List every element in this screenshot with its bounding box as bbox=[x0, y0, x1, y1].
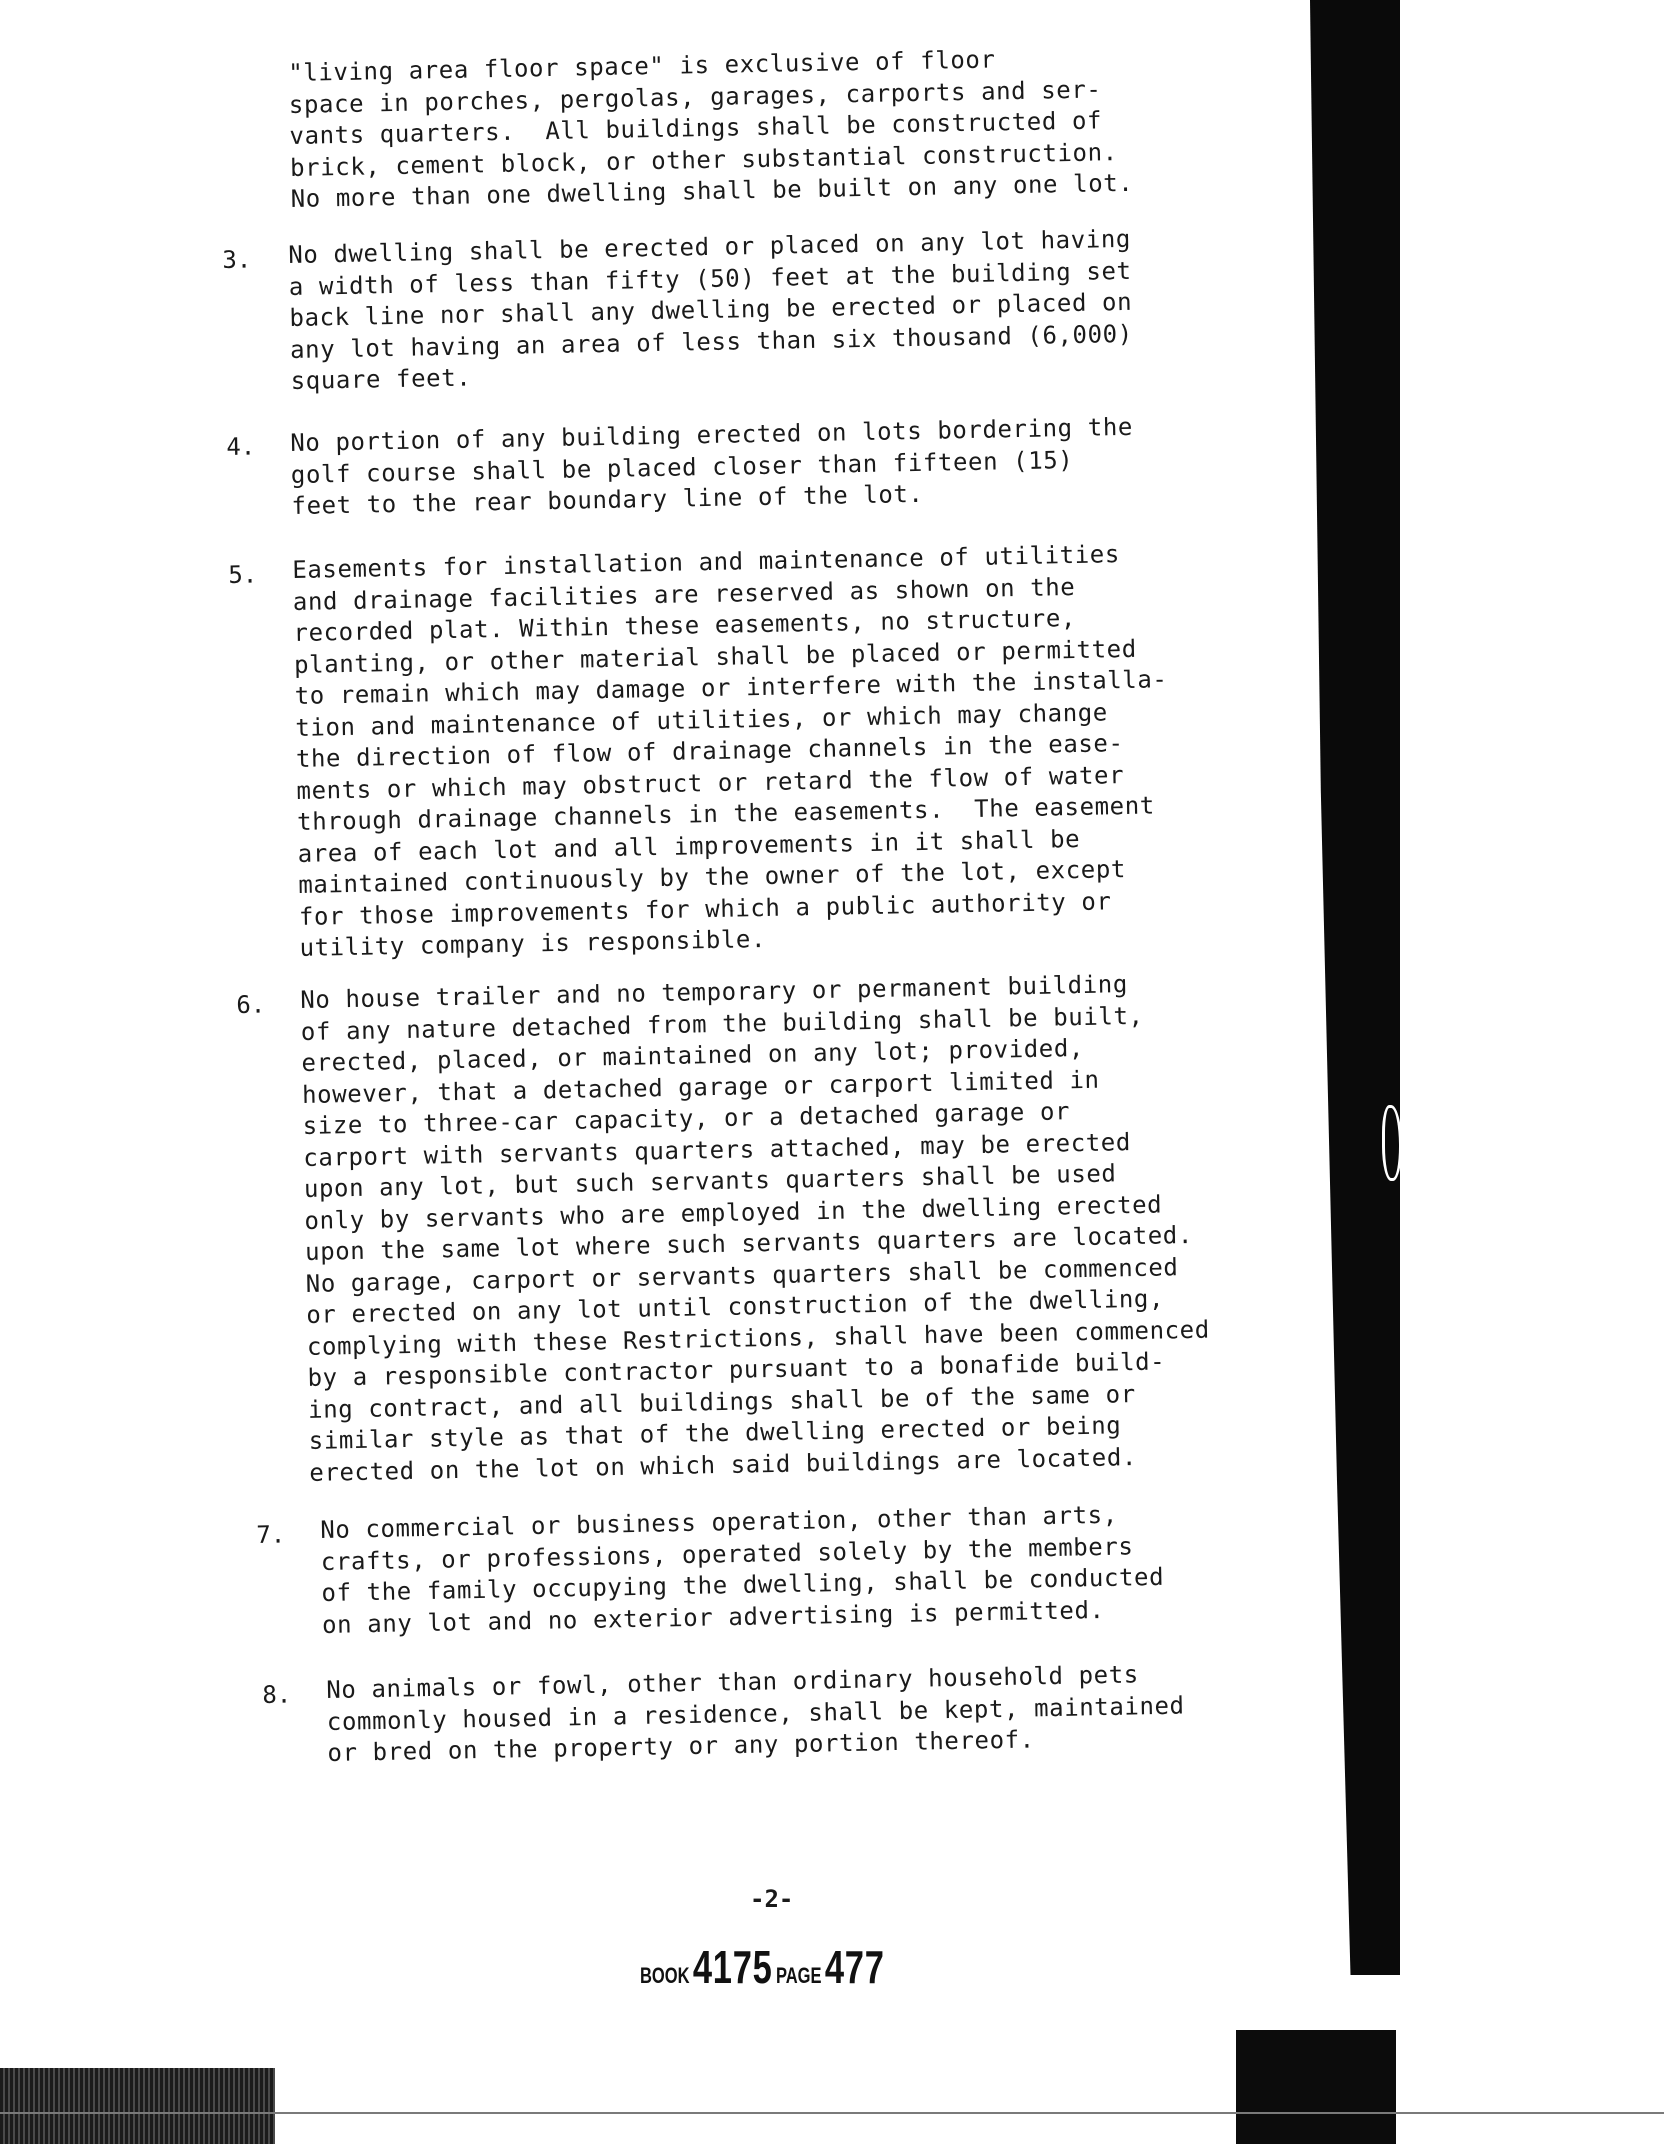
item-text-7: No commercial or business operation, other than arts, crafts, or professions, operated solely by the members of the family occupying the dwelling, shall be conducted on any lot and no exterior advertising is permitted. bbox=[320, 1500, 1165, 1639]
item-text-4: No portion of any building erected on lots bordering the golf course shall be placed closer than fifteen (15) feet to the rear boundary line of the lot. bbox=[290, 412, 1134, 520]
item-number-8: 8. bbox=[262, 1680, 292, 1709]
book-label: BOOK bbox=[640, 1963, 690, 1988]
scan-corner-shadow bbox=[1236, 2030, 1396, 2144]
page-label: PAGE bbox=[775, 1963, 822, 1988]
intro-paragraph: "living area floor space" is exclusive of floor space in porches, pergolas, garages, carports and ser- vants quarters. All buildings shall be constructed of brick, cement block, or other substantial construction. No more than one dwelling shall be built on any one lot. bbox=[288, 45, 1134, 213]
book-number: 4175 bbox=[692, 1941, 773, 1993]
book-page-stamp bbox=[640, 1940, 885, 1994]
item-text-3: No dwelling shall be erected or placed on any lot having a width of less than fifty (50) feet at the building set back line nor shall any dwelling be erected or placed on any lot having an area of less than six thousand (6,000) square feet. bbox=[288, 224, 1133, 395]
item-number-5: 5. bbox=[228, 560, 258, 589]
item-number-6: 6. bbox=[236, 990, 266, 1019]
item-number-4: 4. bbox=[226, 432, 256, 461]
binding-shadow bbox=[1310, 0, 1400, 1975]
item-number-3: 3. bbox=[222, 245, 252, 274]
scan-bottom-line bbox=[0, 2112, 1664, 2114]
item-number-7: 7. bbox=[256, 1520, 286, 1549]
scan-edge-noise bbox=[0, 2068, 275, 2144]
page-number: -2- bbox=[750, 1885, 794, 1913]
item-text-8: No animals or fowl, other than ordinary household pets commonly housed in a residence, shall be kept, maintained or bred on the property or any portion thereof. bbox=[326, 1660, 1185, 1767]
item-text-6: No house trailer and no temporary or permanent building of any nature detached from the building shall be built, erected, placed, or maintained on any lot; provided, however, that a detached garage or carport limited in size to three-car capacity, or a detached garage or carport with servants quarters attached, may be erected upon any lot, but such servants quarters shall be used only by servants who are employed in the dwelling erected upon the same lot where such servants quarters are located. No garage, carport or servants quarters shall be commenced or erected on any lot until construction of the dwelling, complying with these Restrictions, shall have been commenced by a responsible contractor pursuant to a bonafide build- ing contract, and all buildings shall be of the same or similar style as that of the dwelling erected or being erected on the lot on which said buildings are located. bbox=[300, 970, 1210, 1487]
item-text-5: Easements for installation and maintenance of utilities and drainage facilities are reserved as shown on the recorded plat. Within these easements, no structure, planting, or other material shall be placed or permitted to remain which may damage or interfere with the installa- tion and maintenance of utilities, or which may change the direction of flow of drainage channels in the ease- ments or which may obstruct or retard the flow of water through drainage channels in the easements. The easement area of each lot and all improvements in it shall be maintained continuously by the owner of the lot, except for those improvements for which a public authority or utility company is responsible. bbox=[292, 540, 1168, 962]
page-ref-number: 477 bbox=[824, 1941, 885, 1993]
